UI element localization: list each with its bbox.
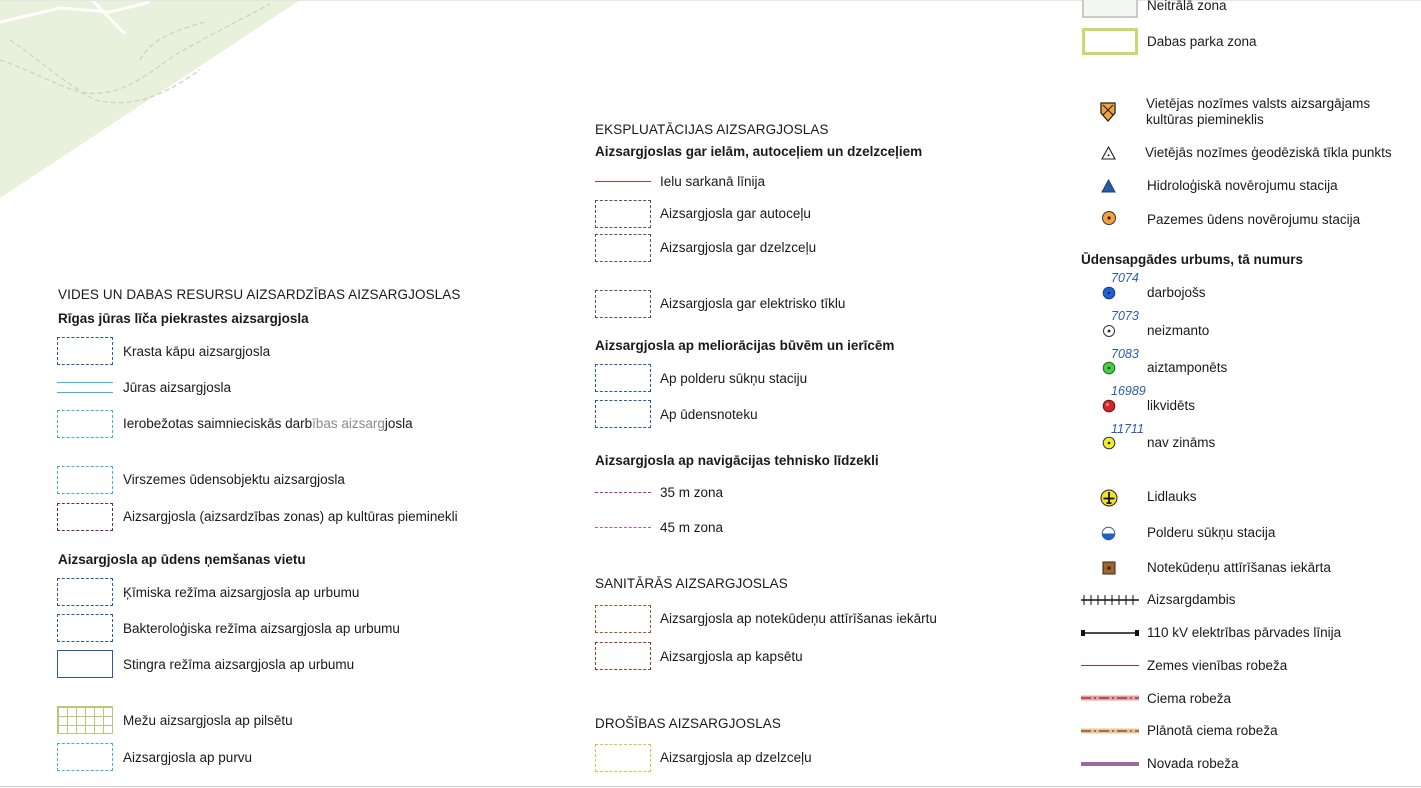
- vides-section-title: VIDES UN DABAS RESURSU AIZSARDZĪBAS AIZSARGJOSLAS: [58, 287, 461, 302]
- well-number-1: 7073: [1111, 309, 1139, 323]
- sarkana-label: Ielu sarkanā līnija: [660, 174, 766, 189]
- krasta-label: Krasta kāpu aizsargjosla: [123, 344, 271, 359]
- well-number-3: 16989: [1111, 384, 1146, 398]
- ierobezotas-label-c: josla: [384, 416, 413, 431]
- well-number-4: 11711: [1111, 422, 1144, 436]
- pieminekla-label-2: kultūras piemineklis: [1146, 112, 1264, 127]
- urbums-subsection-title: Ūdensapgādes urbums, tā numurs: [1081, 252, 1304, 267]
- purvu-label: Aizsargjosla ap purvu: [123, 750, 253, 765]
- drosibas-dzelzcelu-label: Aizsargjosla ap dzelzceļu: [660, 750, 812, 765]
- neitrala-swatch: [1082, 0, 1138, 18]
- juras-swatch: [57, 382, 113, 383]
- udens-subsection-title: Aizsargjosla ap ūdens ņemšanas vietu: [58, 552, 306, 567]
- neitrala-label: Neitrālā zona: [1147, 0, 1227, 13]
- polderu-swatch: [595, 364, 651, 392]
- mezu-swatch: [57, 706, 113, 734]
- zona45-label: 45 m zona: [660, 520, 724, 535]
- kapsetu-label: Aizsargjosla ap kapsētu: [660, 649, 803, 664]
- village-border-symbol: [1081, 693, 1139, 703]
- zona45-swatch: [595, 527, 651, 528]
- groundwater-station-icon: [1101, 210, 1117, 226]
- kimiska-label: Ķīmiska režīma aizsargjosla ap urbumu: [123, 585, 360, 600]
- dabas-parka-swatch: [1082, 28, 1138, 55]
- bakteriologiska-swatch: [57, 614, 113, 642]
- autocelu-swatch: [595, 200, 651, 228]
- hydrology-station-icon: [1101, 179, 1116, 193]
- krasta-swatch: [57, 337, 113, 365]
- sarkana-swatch: [595, 181, 651, 182]
- kulturas-label: Aizsargjosla (aizsardzības zonas) ap kultūras pieminekli: [123, 509, 458, 524]
- map-fragment: [0, 0, 310, 200]
- udensnoteku-swatch: [595, 400, 651, 428]
- virszemes-label: Virszemes ūdensobjektu aizsargjosla: [123, 472, 345, 487]
- municipality-border-symbol: [1081, 762, 1139, 766]
- geodetic-point-icon: [1101, 146, 1116, 160]
- autocelu-label: Aizsargjosla gar autoceļu: [660, 206, 811, 221]
- dzelzcelu-label: Aizsargjosla gar dzelzceļu: [660, 240, 817, 255]
- juras-label: Jūras aizsargjosla: [123, 380, 232, 395]
- well-unused-icon: [1102, 324, 1116, 338]
- well-label-0: darbojošs: [1147, 285, 1206, 300]
- hidrolog-label: Hidroloģiskā novērojumu stacija: [1147, 178, 1338, 193]
- wastewater-plant-icon: [1102, 561, 1116, 575]
- pieminekla-label-1: Vietējas nozīmes valsts aizsargājams: [1146, 96, 1371, 111]
- drosibas-section-title: DROŠĪBAS AIZSARGJOSLAS: [595, 716, 782, 731]
- elektrisko-swatch: [595, 290, 651, 318]
- notekudenu-label: Aizsargjosla ap notekūdeņu attīrīšanas iekārtu: [660, 611, 937, 626]
- zona35-label: 35 m zona: [660, 485, 724, 500]
- polderu-right-label: Polderu sūkņu stacija: [1147, 525, 1276, 540]
- polder-pump-icon: [1101, 526, 1116, 541]
- well-label-4: nav zināms: [1147, 435, 1216, 450]
- well-liquidated-icon: [1102, 399, 1116, 413]
- ielas-subsection-title: Aizsargjoslas gar ielām, autoceļiem un dzelzceļiem: [595, 144, 923, 159]
- eksp-section-title: EKSPLUATĀCIJAS AIZSARGJOSLAS: [595, 122, 829, 137]
- zemes-line-symbol: [1081, 665, 1139, 666]
- ierobezotas-label-a: Ierobežotas saimnieciskās darb: [123, 416, 313, 431]
- melior-subsection-title: Aizsargjosla ap meliorācijas būvēm un ierīcēm: [595, 338, 895, 353]
- purvu-swatch: [57, 743, 113, 771]
- elektrisko-label: Aizsargjosla gar elektrisko tīklu: [660, 296, 846, 311]
- stingra-label: Stingra režīma aizsargjosla ap urbumu: [123, 657, 355, 672]
- aizsargdambis-label: Aizsargdambis: [1147, 592, 1236, 607]
- ciema-label: Ciema robeža: [1147, 691, 1232, 706]
- notekudenu-right-label: Notekūdeņu attīrīšanas iekārta: [1147, 560, 1331, 575]
- rigas-subsection-title: Rīgas jūras līča piekrastes aizsargjosla: [58, 311, 309, 326]
- dzelzcelu-swatch: [595, 234, 651, 262]
- well-plugged-icon: [1102, 361, 1116, 375]
- mezu-label: Mežu aizsargjosla ap pilsētu: [123, 713, 293, 728]
- well-label-1: neizmanto: [1147, 323, 1210, 338]
- lidlauks-label: Lidlauks: [1147, 489, 1197, 504]
- frame-bottom-line: [0, 786, 1421, 787]
- ierobezotas-label: [123, 416, 413, 432]
- kapsetu-swatch: [595, 642, 651, 670]
- polderu-label: Ap polderu sūkņu staciju: [660, 371, 808, 386]
- navig-subsection-title: Aizsargjosla ap navigācijas tehnisko līdzekli: [595, 453, 879, 468]
- well-label-3: likvidēts: [1147, 398, 1196, 413]
- dabas-parka-label: Dabas parka zona: [1147, 34, 1257, 49]
- well-unknown-icon: [1102, 436, 1116, 450]
- powerline-symbol: [1081, 627, 1139, 639]
- kv110-label: 110 kV elektrības pārvades līnija: [1147, 625, 1342, 640]
- zemes-label: Zemes vienības robeža: [1147, 658, 1288, 673]
- well-number-2: 7083: [1111, 347, 1139, 361]
- dam-line-symbol: [1081, 594, 1139, 606]
- notekudenu-swatch: [595, 605, 651, 633]
- pazemes-label: Pazemes ūdens novērojumu stacija: [1147, 212, 1361, 227]
- well-label-2: aiztamponēts: [1147, 360, 1228, 375]
- zona35-swatch: [595, 492, 651, 493]
- virszemes-swatch: [57, 466, 113, 494]
- airfield-icon: [1100, 489, 1118, 507]
- planota-label: Plānotā ciema robeža: [1147, 723, 1278, 738]
- culture-monument-icon: [1099, 101, 1117, 123]
- novada-label: Novada robeža: [1147, 756, 1239, 771]
- ierobezotas-swatch: [57, 410, 113, 438]
- kulturas-swatch: [57, 503, 113, 531]
- stingra-swatch: [57, 650, 113, 678]
- udensnoteku-label: Ap ūdensnoteku: [660, 407, 758, 422]
- ierobezotas-label-b: ības aizsarg: [312, 416, 385, 431]
- drosibas-dzelzcelu-swatch: [595, 744, 651, 772]
- well-active-icon: [1102, 286, 1116, 300]
- sanit-section-title: SANITĀRĀS AIZSARGJOSLAS: [595, 576, 788, 591]
- bakteriologiska-label: Bakteroloģiska režīma aizsargjosla ap urbumu: [123, 621, 400, 636]
- geodez-label: Vietējās nozīmes ģeodēziskā tīkla punkts: [1145, 145, 1392, 160]
- well-number-0: 7074: [1111, 271, 1139, 285]
- kimiska-swatch: [57, 578, 113, 606]
- planned-village-border-symbol: [1081, 726, 1139, 736]
